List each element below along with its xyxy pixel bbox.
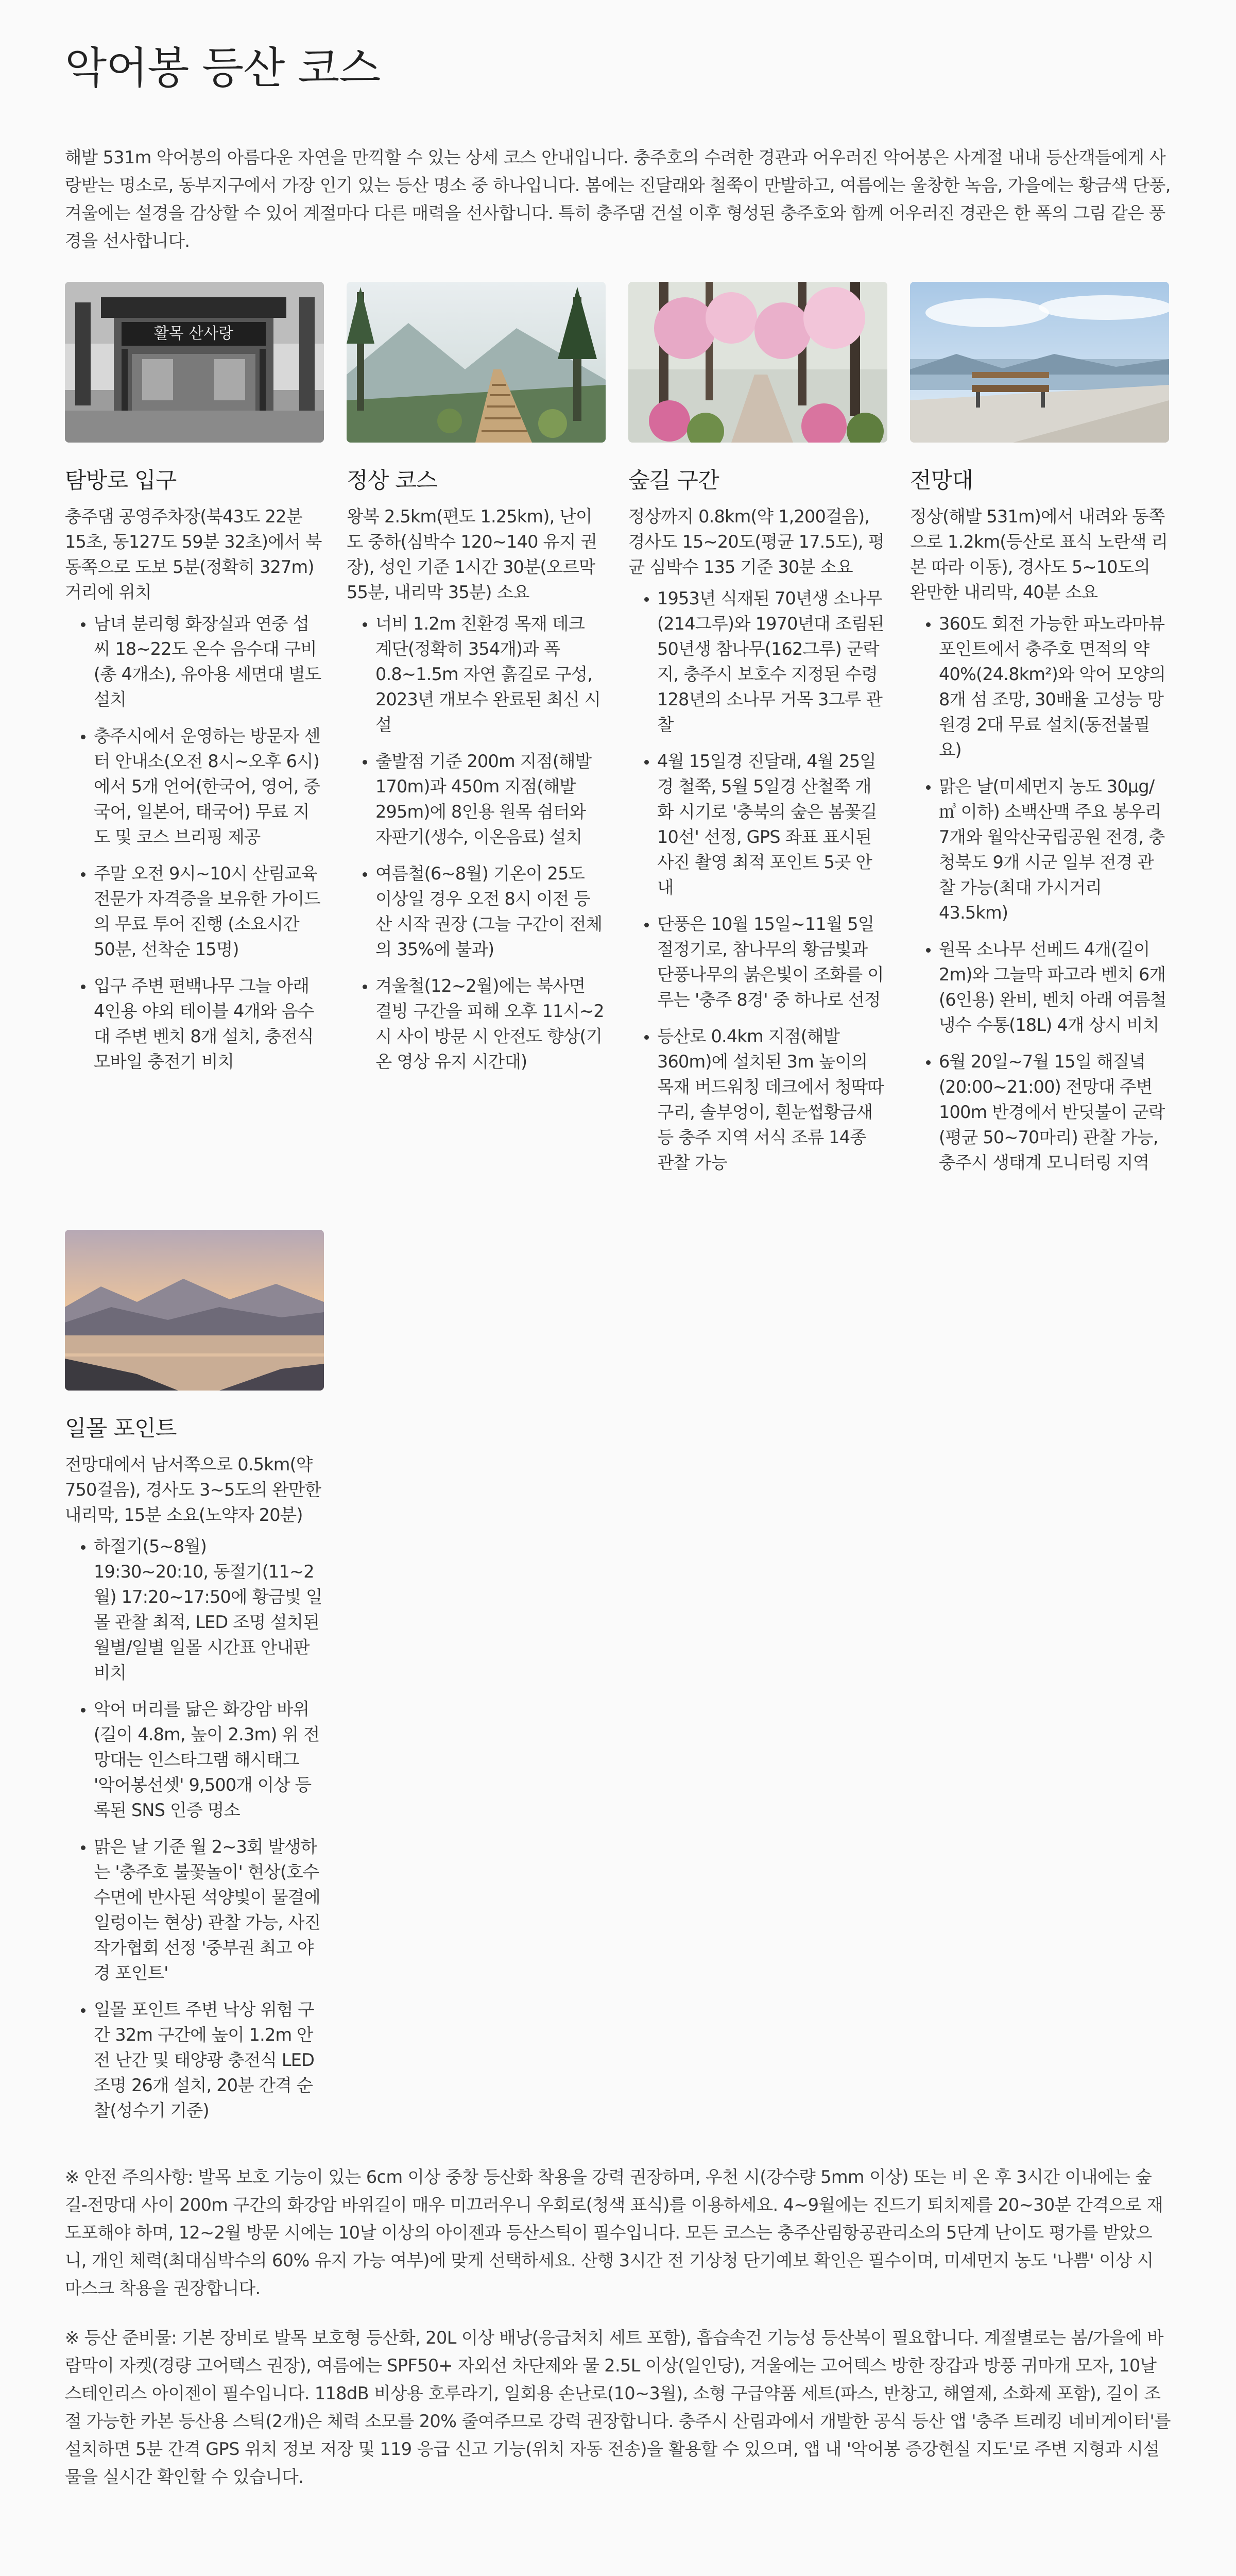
trail-entrance-photo (65, 282, 324, 443)
course-card-list (347, 611, 606, 1074)
course-card-title: 정상 코스 (347, 467, 437, 494)
wooden-stairs-photo (347, 282, 606, 443)
course-card-title: 탐방로 입구 (65, 467, 177, 494)
sunset-lake-photo (65, 1230, 324, 1391)
list-item: • 맑은 날(미세먼지 농도 30μg/㎥ 이하) 소백산맥 주요 봉우리 7개와 월악산국립공원 전경, 충청북도 9개 시군 일부 전경 관찰 가능(최대 가시거리 43.5km) (939, 774, 1169, 925)
course-grid-row-2 (65, 1230, 1171, 2134)
list-item: • 주말 오전 9시~10시 산림교육 전문가 자격증을 보유한 가이드의 무료 투어 진행 (소요시간 50분, 선착순 15명) (94, 861, 324, 962)
list-item: • 악어 머리를 닮은 화강암 바위(길이 4.8m, 높이 2.3m) 위 전망대는 인스타그램 해시태그 '악어봉선셋' 9,500개 이상 등록된 SNS 인증 명소 (94, 1697, 324, 1823)
course-card-observatory (910, 282, 1169, 1187)
list-item: • 등산로 0.4km 지점(해발 360m)에 설치된 3m 높이의 목재 버드워칭 데크에서 청딱따구리, 솔부엉이, 흰눈썹황금새 등 충주 지역 서식 조류 14종 관찰 가능 (657, 1024, 887, 1175)
course-card-entrance (65, 282, 324, 1187)
list-item: • 단풍은 10월 15일~11월 5일 절정기로, 참나무의 황금빛과 단풍나무의 붉은빛이 조화를 이루는 '충주 8경' 중 하나로 선정 (657, 911, 887, 1012)
observatory-bench-photo (910, 282, 1169, 443)
course-card-sunset (65, 1230, 324, 2134)
safety-note: ※ 안전 주의사항: 발목 보호 기능이 있는 6cm 이상 중창 등산화 착용을 강력 권장하며, 우천 시(강수량 5mm 이상) 또는 비 온 후 3시간 이내에는 숲길-전망대 사이 200m 구간의 화강암 바위길이 매우 미끄러우니 우회로(청색 표식)를 이용하세요. 4~9월에는 진드기 퇴치제를 20~30분 간격으로 재도포해야 하며, 12~2월 방문 시에는 10날 이상의 아이젠과 등산스틱이 필수입니다. 모든 코스는 충주산림항공관리소의 5단계 난이도 평가를 받았으니, 개인 체력(최대심박수의 60% 유지 가능 여부)에 맞게 선택하세요. 산행 3시간 전 기상청 단기예보 확인은 필수이며, 미세먼지 농도 '나쁨' 이상 시 마스크 착용을 권장합니다. (65, 2166, 1163, 2298)
list-item: • 360도 회전 가능한 파노라마뷰 포인트에서 충주호 면적의 약 40%(24.8km²)와 악어 모양의 8개 섬 조망, 30배율 고성능 망원경 2대 무료 설치(동전불필요) (939, 611, 1169, 762)
course-card-list (65, 611, 324, 1074)
list-item: • 일몰 포인트 주변 낙상 위험 구간 32m 구간에 높이 1.2m 안전 난간 및 태양광 충전식 LED 조명 26개 설치, 20분 간격 순찰(성수기 기준) (94, 1997, 324, 2123)
list-item: • 남녀 분리형 화장실과 연중 섭씨 18~22도 온수 음수대 구비(총 4개소), 유아용 세면대 별도 설치 (94, 611, 324, 712)
list-item: • 여름철(6~8월) 기온이 25도 이상일 경우 오전 8시 이전 등산 시작 권장 (그늘 구간이 전체의 35%에 불과) (375, 861, 606, 962)
course-grid (65, 282, 1171, 1187)
course-card-list (65, 1534, 324, 2123)
list-item: • 하절기(5~8월) 19:30~20:10, 동절기(11~2월) 17:20~17:50에 황금빛 일몰 관찰 최적, LED 조명 설치된 월별/일별 일몰 시간표 안내판 비치 (94, 1534, 324, 1685)
forest-path-photo (628, 282, 887, 443)
gear-note: ※ 등산 준비물: 기본 장비로 발목 보호형 등산화, 20L 이상 배낭(응급처치 세트 포함), 흡습속건 기능성 등산복이 필요합니다. 계절별로는 봄/가을에 바람막이 자켓(경량 고어텍스 권장), 여름에는 SPF50+ 자외선 차단제와 물 2.5L 이상(일인당), 겨울에는 고어텍스 방한 장갑과 방풍 귀마개 모자, 10날 스테인리스 아이젠이 필수입니다. 118dB 비상용 호루라기, 일회용 손난로(10~3월), 소형 구급약품 세트(파스, 반창고, 해열제, 소화제 포함), 길이 조절 가능한 카본 등산용 스틱(2개)은 체력 소모를 20% 줄여주므로 강력 권장합니다. 충주시 산림과에서 개발한 공식 등산 앱 '충주 트레킹 네비게이터'를 설치하면 5분 간격 GPS 위치 정보 저장 및 119 응급 신고 기능(위치 자동 전송)을 활용할 수 있으며, 앱 내 '악어봉 증강현실 지도'로 주변 지형과 시설물을 실시간 확인할 수 있습니다. (65, 2327, 1171, 2487)
course-card-list (910, 611, 1169, 1175)
course-card-desc: 전망대에서 남서쪽으로 0.5km(약 750걸음), 경사도 3~5도의 완만한 내리막, 15분 소요(노약자 20분) (65, 1454, 321, 1525)
course-card-desc: 왕복 2.5km(편도 1.25km), 난이도 중하(심박수 120~140 유지 권장), 성인 기준 1시간 30분(오르막 55분, 내리막 35분) 소요 (347, 506, 597, 602)
list-item: • 4월 15일경 진달래, 4월 25일경 철쭉, 5월 5일경 산철쭉 개화 시기로 '충북의 숲은 봄꽃길 10선' 선정, GPS 좌표 표시된 사진 촬영 최적 포인트 5곳 안내 (657, 749, 887, 900)
course-card-desc: 충주댐 공영주차장(북43도 22분 15초, 동127도 59분 32초)에서 북동쪽으로 도보 5분(정확히 327m) 거리에 위치 (65, 506, 322, 602)
course-card-title: 전망대 (910, 467, 973, 494)
entrance-sign-text: 활목 산사랑 (153, 324, 234, 343)
course-card-list (628, 586, 887, 1175)
list-item: • 너비 1.2m 친환경 목재 데크 계단(정확히 354개)과 폭 0.8~1.5m 자연 흙길로 구성, 2023년 개보수 완료된 최신 시설 (375, 611, 606, 737)
course-card-desc: 정상(해발 531m)에서 내려와 동쪽으로 1.2km(등산로 표식 노란색 리본 따라 이동), 경사도 5~10도의 완만한 내리막, 40분 소요 (910, 506, 1168, 602)
intro-paragraph: 해발 531m 악어봉의 아름다운 자연을 만끽할 수 있는 상세 코스 안내입니다. 충주호의 수려한 경관과 어우러진 악어봉은 사계절 내내 등산객들에게 사랑받는 명소로, 동부지구에서 가장 인기 있는 등산 명소 중 하나입니다. 봄에는 진달래와 철쭉이 만발하고, 여름에는 울창한 녹음, 가을에는 황금색 단풍, 겨울에는 설경을 감상할 수 있어 계절마다 다른 매력을 선사합니다. 특히 충주댐 건설 이후 형성된 충주호와 함께 어우러진 경관은 한 폭의 그림 같은 풍경을 선사합니다. (65, 147, 1171, 251)
list-item: • 입구 주변 편백나무 그늘 아래 4인용 야외 테이블 4개와 음수대 주변 벤치 8개 설치, 충전식 모바일 충전기 비치 (94, 973, 324, 1074)
course-card-title: 숲길 구간 (628, 467, 719, 494)
list-item: • 원목 소나무 선베드 4개(길이 2m)와 그늘막 파고라 벤치 6개(6인용) 완비, 벤치 아래 여름철 냉수 수통(18L) 4개 상시 비치 (939, 937, 1169, 1038)
course-card-forest (628, 282, 887, 1187)
course-card-title: 일몰 포인트 (65, 1415, 177, 1442)
list-item: • 1953년 식재된 70년생 소나무(214그루)와 1970년대 조림된 50년생 참나무(162그루) 군락지, 충주시 보호수 지정된 수령 128년의 소나무 거목 3그루 관찰 (657, 586, 887, 737)
list-item: • 충주시에서 운영하는 방문자 센터 안내소(오전 8시~오후 6시)에서 5개 언어(한국어, 영어, 중국어, 일본어, 태국어) 무료 지도 및 코스 브리핑 제공 (94, 723, 324, 850)
notes-section (65, 2163, 1171, 2491)
list-item: • 출발점 기준 200m 지점(해발 170m)과 450m 지점(해발 295m)에 8인용 원목 쉼터와 자판기(생수, 이온음료) 설치 (375, 749, 606, 850)
page-title: 악어봉 등산 코스 (65, 43, 381, 93)
course-card-summit (347, 282, 606, 1187)
list-item: • 맑은 날 기준 월 2~3회 발생하는 '충주호 불꽃놀이' 현상(호수 수면에 반사된 석양빛이 물결에 일렁이는 현상) 관찰 가능, 사진작가협회 선정 '중부권 최고 야경 포인트' (94, 1834, 324, 1986)
list-item: • 겨울철(12~2월)에는 북사면 결빙 구간을 피해 오후 11시~2시 사이 방문 시 안전도 향상(기온 영상 유지 시간대) (375, 973, 606, 1074)
list-item: • 6월 20일~7월 15일 해질녘(20:00~21:00) 전망대 주변 100m 반경에서 반딧불이 군락(평균 50~70마리) 관찰 가능, 충주시 생태계 모니터링 지역 (939, 1049, 1169, 1175)
course-card-desc: 정상까지 0.8km(약 1,200걸음), 경사도 15~20도(평균 17.5도), 평균 심박수 135 기준 30분 소요 (628, 506, 885, 577)
